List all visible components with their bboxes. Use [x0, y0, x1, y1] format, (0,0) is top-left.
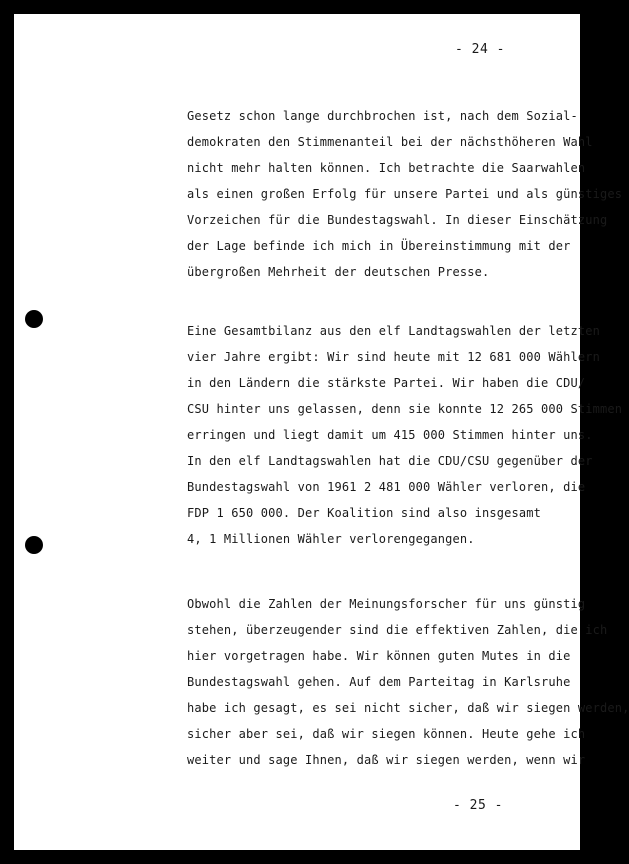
text-line: Eine Gesamtbilanz aus den elf Landtagswahlen der letzten [187, 324, 600, 338]
text-line: CSU hinter uns gelassen, denn sie konnte 12 265 000 Stimmen [187, 402, 623, 416]
text-line: Bundestagswahl gehen. Auf dem Parteitag in Karlsruhe [187, 675, 571, 689]
text-line: In den elf Landtagswahlen hat die CDU/CSU gegenüber der [187, 454, 593, 468]
text-line: weiter und sage Ihnen, daß wir siegen werden, wenn wir [187, 753, 586, 767]
document-page [14, 14, 629, 850]
paragraph-meinungsforscher [187, 591, 629, 773]
text-line: erringen und liegt damit um 415 000 Stimmen hinter uns. [187, 428, 593, 442]
text-line: 4, 1 Millionen Wähler verlorengegangen. [187, 532, 475, 546]
text-line: hier vorgetragen habe. Wir können guten Mutes in die [187, 649, 571, 663]
next-page-number: - 25 - [453, 798, 503, 813]
text-line: in den Ländern die stärkste Partei. Wir haben die CDU/ [187, 376, 586, 390]
text-line: Gesetz schon lange durchbrochen ist, nach dem Sozial- [187, 109, 578, 123]
text-line: habe ich gesagt, es sei nicht sicher, daß wir siegen werden, [187, 701, 629, 715]
text-line: übergroßen Mehrheit der deutschen Presse. [187, 265, 490, 279]
text-line: sicher aber sei, daß wir siegen können. Heute gehe ich [187, 727, 586, 741]
paragraph-saarwahlen [187, 103, 622, 285]
text-line: FDP 1 650 000. Der Koalition sind also insgesamt [187, 506, 541, 520]
text-line: der Lage befinde ich mich in Übereinstimmung mit der [187, 239, 571, 253]
text-line: Obwohl die Zahlen der Meinungsforscher für uns günstig [187, 597, 586, 611]
paragraph-gesamtbilanz [187, 318, 622, 552]
text-line: vier Jahre ergibt: Wir sind heute mit 12 681 000 Wählern [187, 350, 600, 364]
text-line: Vorzeichen für die Bundestagswahl. In dieser Einschätzung [187, 213, 608, 227]
text-line: Bundestagswahl von 1961 2 481 000 Wähler verloren, die [187, 480, 586, 494]
text-line: stehen, überzeugender sind die effektiven Zahlen, die ich [187, 623, 608, 637]
text-line: demokraten den Stimmenanteil bei der nächsthöheren Wahl [187, 135, 593, 149]
punch-hole [25, 310, 43, 328]
page-number: - 24 - [455, 42, 505, 57]
text-line: als einen großen Erfolg für unsere Partei und als günstiges [187, 187, 623, 201]
text-line: nicht mehr halten können. Ich betrachte die Saarwahlen [187, 161, 586, 175]
punch-hole [25, 536, 43, 554]
